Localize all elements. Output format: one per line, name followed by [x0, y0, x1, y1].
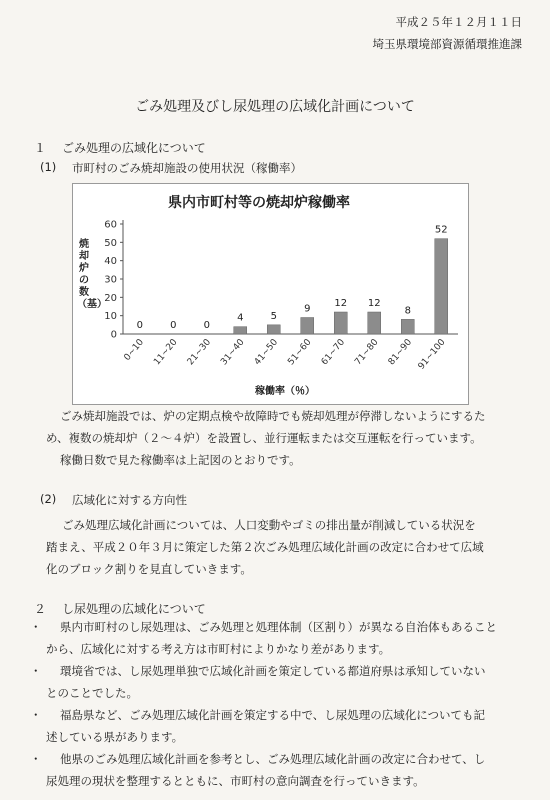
data-label: 0: [136, 320, 143, 331]
chart-y-axis-label: 焼却炉の数（基）: [77, 239, 107, 310]
data-label: 5: [270, 310, 277, 322]
subsection2-heading: 広域化に対する方向性: [72, 493, 187, 507]
data-label: 52: [434, 224, 448, 236]
x-tick-label: 81~90: [386, 337, 415, 368]
bar: [267, 325, 280, 334]
data-label: 12: [334, 298, 348, 309]
bullet-marker: ・: [30, 664, 42, 678]
x-tick-label: 0~10: [122, 337, 147, 363]
data-label: 4: [237, 312, 244, 324]
issuing-department: 埼玉県環境部資源循環推進課: [372, 37, 522, 51]
bullet-marker: ・: [30, 752, 42, 766]
bullet-text-line: 県内市町村のし尿処理は、ごみ処理と処理体制（区割り）が異なる自治体もあること: [60, 620, 497, 634]
subsection1-number: (1): [40, 160, 57, 174]
bullet-text-line: 他県のごみ処理広域化計画を参考とし、ごみ処理広域化計画の改定に合わせて、し: [60, 752, 486, 766]
section1-number: １: [34, 141, 47, 155]
bar: [234, 327, 247, 334]
subsection2-number: (2): [40, 492, 57, 506]
x-tick-label: 41~50: [252, 337, 281, 368]
y-tick-label: 60: [104, 219, 117, 231]
data-label: 0: [170, 320, 177, 331]
bar: [401, 319, 414, 334]
x-tick-label: 61~70: [319, 337, 348, 368]
bar: [435, 239, 448, 334]
direction-line3: 化のブロック割りを見直していきます。: [46, 562, 252, 576]
bullet-text-line: 福島県など、ごみ処理広域化計画を策定する中で、し尿処理の広域化についても記: [60, 708, 486, 722]
bullet-text-line: から、広域化に対する考え方は市町村によりかなり差があります。: [46, 642, 391, 656]
bar: [301, 318, 314, 335]
y-tick-label: 10: [104, 311, 117, 323]
para2: 稼働日数で見た稼働率は上記図のとおりです。: [60, 453, 301, 467]
direction-line2: 踏まえ、平成２０年３月に策定した第２次ごみ処理広域化計画の改定に合わせて広域: [46, 540, 484, 554]
y-tick-label: 0: [110, 329, 117, 341]
direction-line1: ごみ処理広域化計画については、人口変動やゴミの排出量が削減している状況を: [62, 518, 476, 532]
bar: [334, 312, 347, 334]
bullet-text-line: 環境省では、し尿処理単独で広域化計画を策定している都道府県は承知していない: [60, 664, 486, 678]
x-tick-label: 11~20: [152, 337, 180, 368]
incinerator-rate-chart: [72, 183, 469, 405]
y-tick-label: 20: [104, 292, 117, 304]
y-tick-label: 40: [104, 256, 117, 268]
para1-line2: め、複数の焼却炉（２～４炉）を設置し、並行運転または交互運転を行っています。: [46, 431, 482, 445]
bullet-marker: ・: [30, 620, 42, 634]
x-tick-label: 71~80: [353, 337, 381, 368]
para1-line1: ごみ焼却施設では、炉の定期点検や故障時でも焼却処理が停滞しないようにするた: [60, 409, 486, 423]
x-tick-label: 91~100: [416, 337, 448, 372]
data-label: 8: [404, 305, 411, 317]
x-tick-label: 51~60: [286, 337, 314, 368]
x-tick-label: 31~40: [219, 337, 247, 368]
document-date: 平成２５年１２月１１日: [395, 15, 522, 29]
subsection1-heading: 市町村のごみ焼却施設の使用状況（稼働率）: [72, 161, 302, 175]
section2-heading: し尿処理の広域化について: [62, 602, 206, 616]
data-label: 12: [367, 298, 381, 309]
chart-plot: [73, 184, 468, 404]
x-tick-label: 21~30: [185, 337, 214, 368]
section1-heading: ごみ処理の広域化について: [62, 141, 206, 155]
bullet-text-line: とのことでした。: [46, 686, 138, 700]
bullet-marker: ・: [30, 708, 42, 722]
data-label: 9: [304, 303, 311, 315]
data-label: 0: [203, 320, 210, 331]
bullet-text-line: 述している県があります。: [46, 730, 184, 744]
chart-title: 県内市町村等の焼却炉稼働率: [168, 195, 350, 211]
bullet-text-line: 尿処理の現状を整理するとともに、市町村の意向調査を行っていきます。: [46, 774, 425, 788]
document-title: ごみ処理及びし尿処理の広域化計画について: [135, 99, 415, 115]
chart-x-axis-label: 稼働率（％）: [255, 386, 315, 397]
y-tick-label: 30: [104, 274, 117, 286]
bar: [368, 312, 381, 334]
y-tick-label: 50: [104, 237, 117, 249]
section2-number: ２: [34, 602, 47, 616]
